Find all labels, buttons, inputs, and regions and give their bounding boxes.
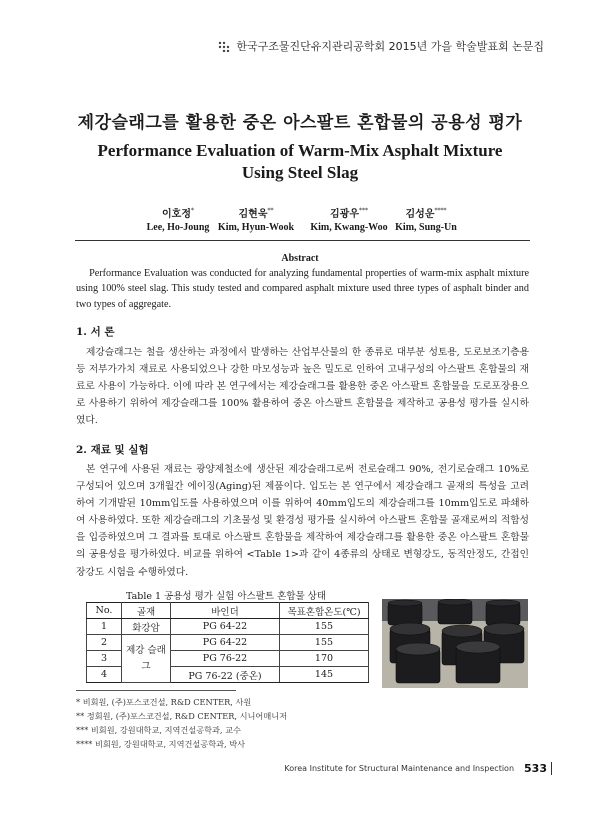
author-name-ko: 김성운 (405, 209, 435, 220)
abstract-body (76, 266, 529, 312)
author-mark: ** (267, 207, 274, 215)
author-divider (75, 240, 530, 241)
author-4 (381, 205, 471, 233)
author-2 (211, 205, 301, 233)
cell-binder: PG 64-22 (171, 635, 280, 651)
cell-no: 4 (87, 667, 122, 683)
paper-title-english-line2: Using Steel Slag (241, 163, 359, 182)
section-body-introduction: 제강슬래그는 철을 생산하는 과정에서 발생하는 산업부산물의 한 종류로 대부분 성토용, 도로보조기층용 등 저부가가치 재료로 사용되었으나 강한 마모성능과 높은 밀도로 인하여 고내구성의 아스팔트 혼합물의 재료로 사용이 가능하다. 이에 따라 본 연구에서는 제강슬래그를 활용한 중온 아스팔트 혼합물을 도로포장용으로 사용하기 위하여 제강슬래그를 100% 활용하여 중온 아스팔트 혼합물을 제작하고 공용성 평가를 실시하였다. (76, 347, 529, 427)
section-heading-materials: 2. 재료 및 실험 (76, 444, 149, 456)
cell-aggregate: 화강암 (122, 619, 171, 635)
author-mark: *** (358, 207, 368, 215)
cell-temp: 170 (280, 651, 369, 667)
dot-grid-icon (218, 41, 232, 52)
author-mark: **** (434, 207, 447, 215)
table-header-binder: 바인더 (171, 603, 280, 619)
cell-temp: 155 (280, 635, 369, 651)
cell-aggregate: 제강 슬래그 (122, 635, 171, 683)
cell-binder: PG 64-22 (171, 619, 280, 635)
cell-no: 3 (87, 651, 122, 667)
table-header-aggregate: 골재 (122, 603, 171, 619)
journal-header (218, 38, 544, 54)
footnote-4: **** 비회원, 강원대학교, 지역건설공학과, 박사 (76, 739, 246, 749)
author-mark: * (190, 207, 194, 215)
author-name-en: Kim, Hyun-Wook (217, 222, 295, 233)
footnote-divider (76, 690, 236, 691)
author-name-en: Kim, Kwang-Woo (310, 222, 388, 233)
cell-binder: PG 76-22 (중온) (171, 667, 280, 683)
table-row (87, 635, 369, 651)
section-body-materials: 본 연구에 사용된 재료는 광양제철소에 생산된 제강슬래그로써 전로슬래그 90%, 전기로슬래그 10%로 구성되어 있으며 3개월간 에이징(Aging)된 제품이다. 입도는 본 연구에서 제강슬래그 골재의 특성을 고려하여 기개발된 10mm입도를 사용하였으며 이를 위하여 40mm입도의 제강슬래그를 10mm입도로 파쇄하여 사용하였다. 또한 제강슬래그의 기초물성 및 환경성 평가를 실시하여 아스팔트 혼합물 골재로써의 적합성을 입증하였으며 그 결과를 토대로 아스팔트 혼합물을 제작하여 제강슬래그를 활용한 중온 아스팔트 혼합물의 공용성을 평가하였다. 비교를 위하여 <Table 1>과 같이 4종류의 상태로 변형강도, 동적안정도, 간접인장강도 시험을 수행하였다. (76, 464, 529, 578)
footnote-3: *** 비회원, 강원대학교, 지역건설공학과, 교수 (76, 725, 241, 735)
publisher-name: Korea Institute for Structural Maintenance and Inspection (284, 764, 515, 773)
author-1 (133, 205, 223, 233)
abstract-heading: Abstract (281, 253, 319, 264)
author-name-en: Lee, Ho-Joung (146, 222, 210, 233)
paper-title-korean: 제강슬래그를 활용한 중온 아스팔트 혼합물의 공용성 평가 (77, 113, 523, 133)
abstract-text: Performance Evaluation was conducted for analyzing fundamental properties of warm-mix asphalt mixture using 100% steel slag. This study tested and compared asphalt mixture used three types of asphalt binder and two types of aggregate. (76, 268, 530, 310)
author-name-ko: 김현욱 (238, 209, 268, 220)
author-name-en: Kim, Sung-Un (395, 222, 457, 233)
author-name-ko: 이호정 (162, 209, 191, 220)
journal-name: 한국구조물진단유지관리공학회 2015년 가을 학술발표회 논문집 (236, 40, 544, 53)
cell-no: 1 (87, 619, 122, 635)
cell-temp: 145 (280, 667, 369, 683)
page-footer (284, 762, 552, 775)
table-row (87, 619, 369, 635)
cell-temp: 155 (280, 619, 369, 635)
author-name-ko: 김광우 (330, 209, 359, 220)
table-header-temperature: 목표혼합온도(℃) (280, 603, 369, 619)
table-caption: Table 1 공용성 평가 실험 아스팔트 혼합물 상태 (125, 591, 327, 602)
section-heading-introduction: 1. 서 론 (76, 326, 115, 338)
mixture-table (86, 602, 369, 683)
footnote-2: ** 정회원, (주)포스코건설, R&D CENTER, 시니어매니저 (76, 711, 288, 721)
page-number: 533 (524, 762, 552, 775)
table-header-no: No. (87, 603, 122, 619)
paper-title-english-line1: Performance Evaluation of Warm-Mix Asphalt Mixture (97, 141, 503, 160)
cell-binder: PG 76-22 (171, 651, 280, 667)
specimen-photo (382, 599, 528, 688)
footnote-1: * 비회원, (주)포스코건설, R&D CENTER, 사원 (76, 697, 252, 707)
cell-no: 2 (87, 635, 122, 651)
